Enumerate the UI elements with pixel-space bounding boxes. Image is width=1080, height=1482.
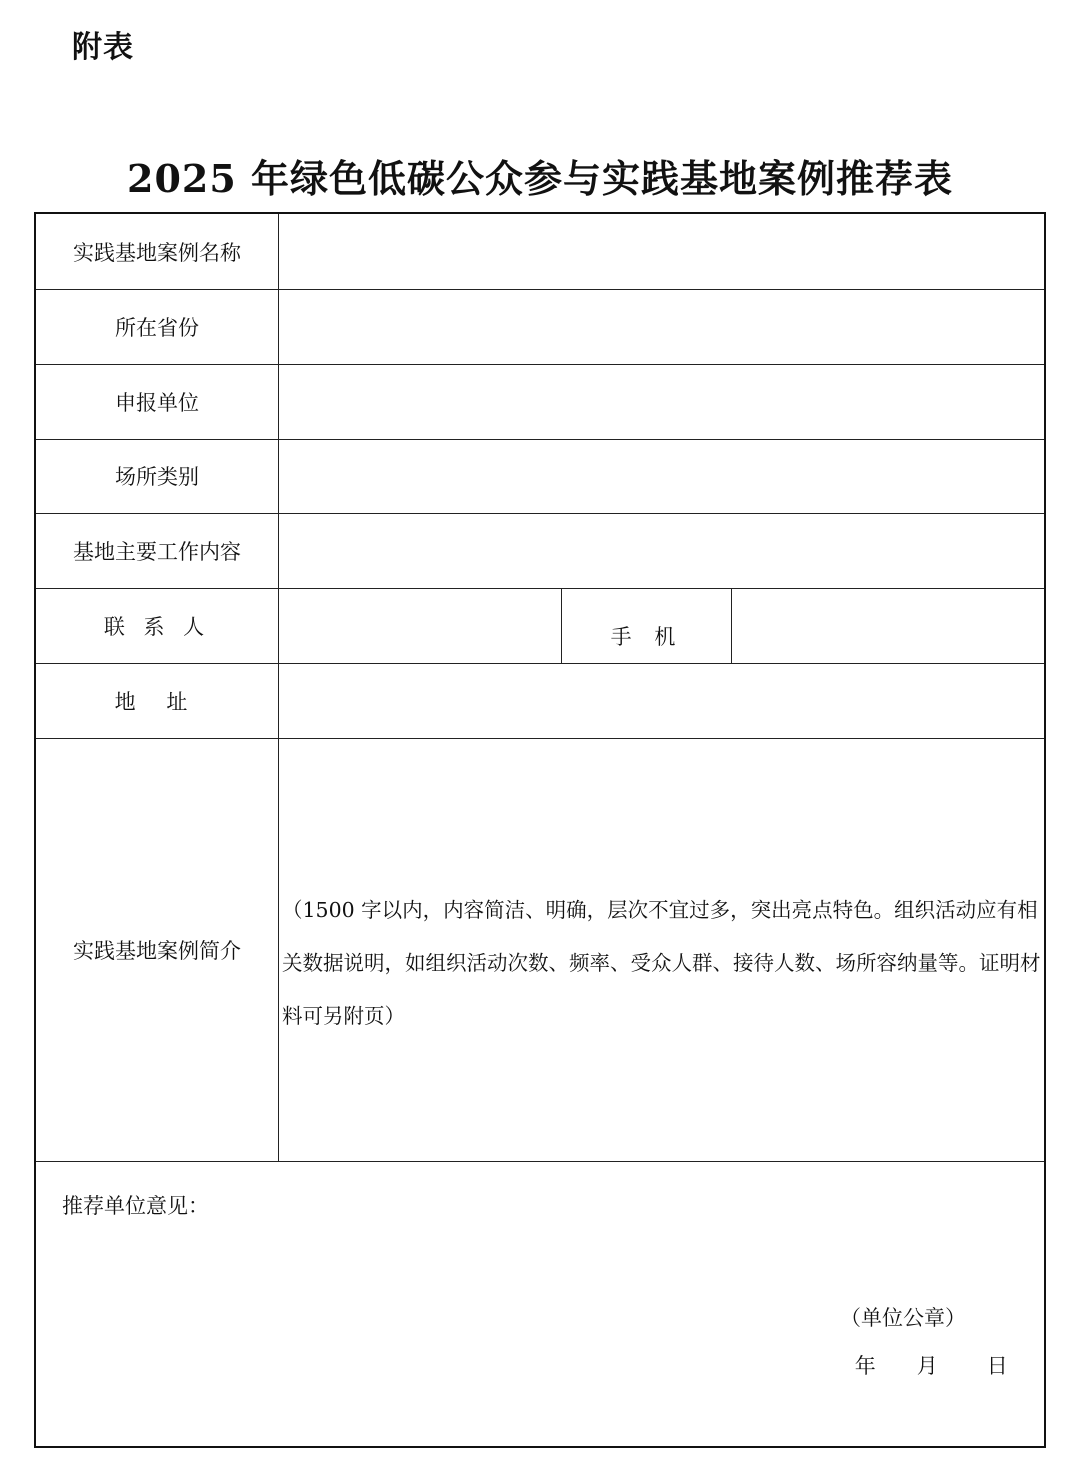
row-divider	[36, 1161, 1044, 1162]
label-opinion: 推荐单位意见：	[62, 1194, 209, 1218]
main-work-field[interactable]	[280, 513, 1046, 588]
label-applicant: 申报单位	[115, 390, 199, 415]
column-divider	[731, 588, 732, 663]
contact-field[interactable]	[280, 588, 561, 663]
label-main-work: 基地主要工作内容	[73, 539, 241, 564]
date-year: 年	[854, 1354, 876, 1378]
label-province: 所在省份	[115, 315, 199, 340]
address-field[interactable]	[280, 663, 1046, 738]
label-address: 地 址	[114, 689, 200, 714]
summary-hint: （1500 字以内，内容简洁、明确，层次不宜过多，突出亮点特色。组织活动应有相关数据说明，如组织活动次数、频率、受众人群、接待人数、场所容纳量等。证明材料可另附页）	[282, 898, 1041, 1028]
date-line	[828, 1326, 1008, 1404]
label-phone: 手 机	[610, 624, 684, 649]
column-divider	[561, 588, 562, 663]
date-day: 日	[986, 1354, 1008, 1378]
unit-stamp-label: （单位公章）	[840, 1306, 966, 1330]
page-title: 2025 年绿色低碳公众参与实践基地案例推荐表	[127, 156, 953, 201]
province-field[interactable]	[280, 289, 1046, 364]
label-venue-type: 场所类别	[115, 465, 199, 489]
case-name-field[interactable]	[280, 214, 1046, 289]
column-divider	[278, 214, 279, 1161]
summary-field[interactable]	[280, 738, 1046, 1161]
appendix-label: 附表	[72, 30, 134, 65]
venue-type-field[interactable]	[280, 439, 1046, 513]
applicant-field[interactable]	[280, 364, 1046, 439]
label-case-name: 实践基地案例名称	[73, 240, 241, 265]
phone-field[interactable]	[733, 588, 1046, 663]
recommendation-form	[34, 212, 1046, 1448]
date-month: 月	[916, 1354, 938, 1378]
label-summary: 实践基地案例简介	[73, 938, 241, 963]
label-contact: 联 系 人	[103, 614, 211, 639]
